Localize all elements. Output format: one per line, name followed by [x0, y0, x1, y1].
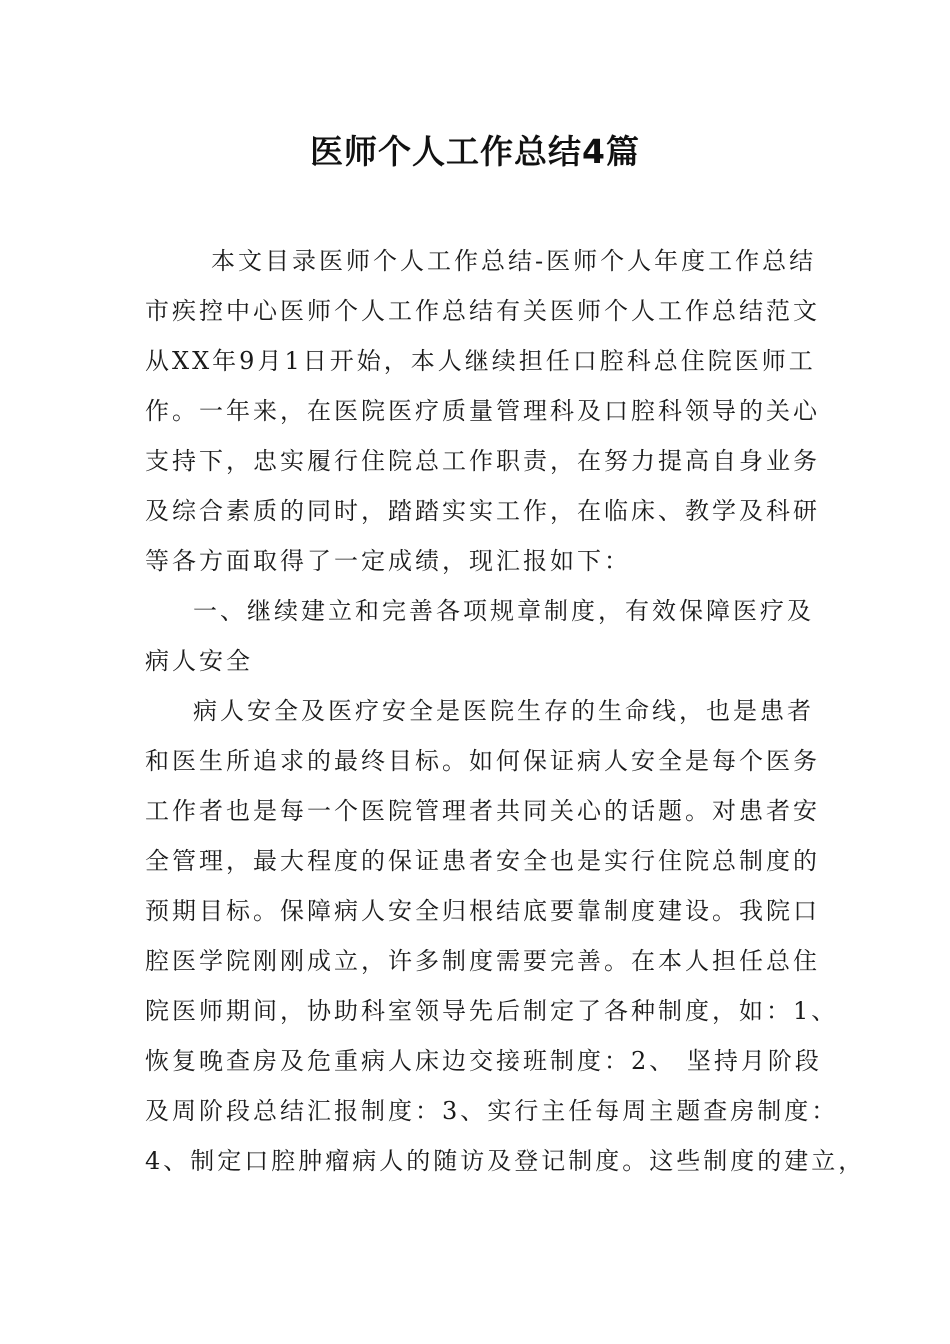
text-line: 及综合素质的同时，踏踏实实工作，在临床、教学及科研 [145, 497, 820, 525]
text-line: 等各方面取得了一定成绩，现汇报如下： [145, 547, 631, 575]
text-line: 病人安全及医疗安全是医院生存的生命线，也是患者 [193, 697, 814, 725]
text-line: 工作者也是每一个医院管理者共同关心的话题。对患者安 [145, 797, 820, 825]
text-line: 作。一年来，在医院医疗质量管理科及口腔科领导的关心 [145, 397, 820, 425]
text-line: 从XX年9月1日开始，本人继续担任口腔科总住院医师工 [145, 347, 816, 375]
text-line: 市疾控中心医师个人工作总结有关医师个人工作总结范文 [145, 297, 820, 325]
text-line: 和医生所追求的最终目标。如何保证病人安全是每个医务 [145, 747, 820, 775]
section-heading-line: 一、继续建立和完善各项规章制度，有效保障医疗及 [193, 597, 814, 625]
text-line: 恢复晚查房及危重病人床边交接班制度：2、 坚持月阶段 [145, 1047, 822, 1075]
text-line: 院医师期间，协助科室领导先后制定了各种制度，如：1、 [145, 997, 839, 1025]
section-heading-line: 病人安全 [145, 647, 253, 675]
text-line: 4、制定口腔肿瘤病人的随访及登记制度。这些制度的建立， [145, 1147, 866, 1175]
document-title: 医师个人工作总结4篇 [310, 132, 640, 171]
text-line: 预期目标。保障病人安全归根结底要靠制度建设。我院口 [145, 897, 820, 925]
text-line: 及周阶段总结汇报制度：3、实行主任每周主题查房制度： [145, 1097, 839, 1125]
document-body [145, 236, 866, 1186]
text-line: 支持下，忠实履行住院总工作职责，在努力提高自身业务 [145, 447, 820, 475]
text-line: 腔医学院刚刚成立，许多制度需要完善。在本人担任总住 [145, 947, 820, 975]
text-line: 全管理，最大程度的保证患者安全也是实行住院总制度的 [145, 847, 820, 875]
text-line: 本文目录医师个人工作总结-医师个人年度工作总结 [211, 247, 817, 275]
